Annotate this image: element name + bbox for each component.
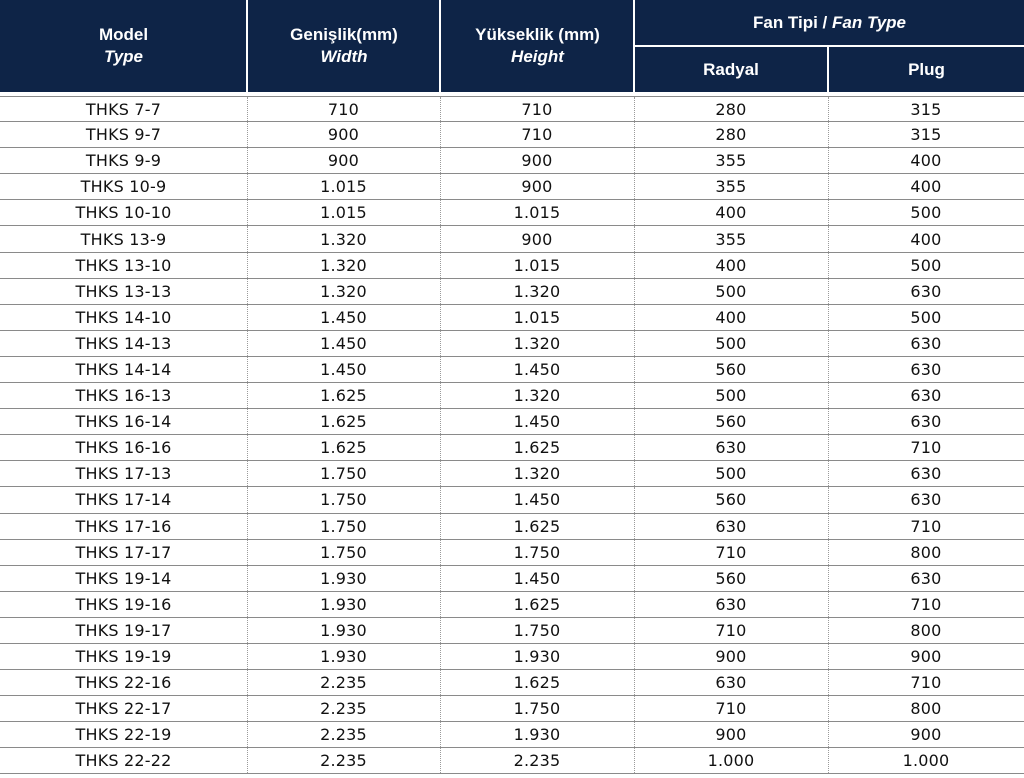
cell-width: 2.235 <box>320 751 367 771</box>
table-row <box>0 722 1024 748</box>
column-separator <box>247 383 248 408</box>
column-separator <box>828 253 829 278</box>
column-separator <box>440 566 441 591</box>
cell-height: 1.450 <box>513 568 561 588</box>
cell-height: 1.015 <box>513 255 561 275</box>
column-separator <box>440 200 441 225</box>
cell-height: 1.625 <box>513 594 561 614</box>
column-separator <box>828 226 829 251</box>
cell-height: 900 <box>521 151 553 171</box>
column-separator <box>634 487 635 512</box>
cell-width: 1.930 <box>320 620 367 640</box>
column-separator <box>828 122 829 147</box>
cell-height: 1.750 <box>513 542 561 562</box>
cell-radial: 280 <box>715 99 747 119</box>
column-separator <box>634 409 635 434</box>
column-separator <box>440 722 441 747</box>
cell-plug: 710 <box>910 673 942 693</box>
table-row <box>0 670 1024 696</box>
column-separator <box>440 461 441 486</box>
cell-plug: 630 <box>910 464 942 484</box>
cell-model: THKS 14-10 <box>75 307 172 327</box>
header-fan-type <box>635 0 1024 46</box>
cell-height: 710 <box>521 125 553 145</box>
table-row <box>0 696 1024 722</box>
cell-model: THKS 19-14 <box>75 568 172 588</box>
cell-width: 1.320 <box>320 229 367 249</box>
header-model-label: Model <box>98 25 149 44</box>
column-separator <box>828 409 829 434</box>
cell-width: 1.750 <box>320 490 367 510</box>
cell-model: THKS 16-13 <box>75 386 172 406</box>
column-separator <box>247 122 248 147</box>
cell-width: 900 <box>327 125 360 145</box>
cell-radial: 630 <box>715 673 747 693</box>
cell-plug: 630 <box>910 281 942 301</box>
column-separator <box>828 592 829 617</box>
column-separator <box>828 148 829 173</box>
column-separator <box>634 696 635 721</box>
cell-model: THKS 22-22 <box>75 751 172 771</box>
cell-model: THKS 16-16 <box>75 438 172 458</box>
header-fan-sub: Fan Type <box>832 13 907 32</box>
column-separator <box>828 566 829 591</box>
cell-radial: 280 <box>715 125 747 145</box>
header-width-label: Genişlik(mm) <box>290 25 398 44</box>
cell-radial: 630 <box>715 594 747 614</box>
column-separator <box>247 331 248 356</box>
column-separator <box>828 748 829 773</box>
cell-plug: 630 <box>910 359 942 379</box>
column-separator <box>440 253 441 278</box>
header-width <box>248 0 440 92</box>
column-separator <box>440 122 441 147</box>
column-separator <box>247 253 248 278</box>
cell-width: 2.235 <box>320 699 367 719</box>
cell-width: 1.320 <box>320 281 367 301</box>
cell-width: 1.930 <box>320 568 367 588</box>
header-radial <box>635 47 827 92</box>
column-separator <box>828 279 829 304</box>
column-separator <box>440 409 441 434</box>
cell-height: 1.750 <box>513 620 561 640</box>
column-separator <box>247 174 248 199</box>
table-row <box>0 226 1024 252</box>
cell-plug: 900 <box>910 647 942 667</box>
column-separator <box>828 644 829 669</box>
column-separator <box>828 305 829 330</box>
cell-model: THKS 14-14 <box>75 359 172 379</box>
column-separator <box>440 644 441 669</box>
cell-radial: 710 <box>715 699 747 719</box>
cell-height: 1.320 <box>513 333 561 353</box>
column-separator <box>247 540 248 565</box>
column-separator <box>828 487 829 512</box>
cell-height: 1.450 <box>513 490 561 510</box>
column-separator <box>247 748 248 773</box>
table-row <box>0 461 1024 487</box>
table-row <box>0 96 1024 122</box>
cell-plug: 630 <box>910 386 942 406</box>
column-separator <box>247 279 248 304</box>
column-separator <box>634 540 635 565</box>
column-separator <box>828 618 829 643</box>
cell-plug: 900 <box>910 725 942 745</box>
cell-model: THKS 13-9 <box>80 229 167 249</box>
cell-plug: 630 <box>910 490 942 510</box>
column-separator <box>828 722 829 747</box>
column-separator <box>440 670 441 695</box>
cell-plug: 1.000 <box>902 751 950 771</box>
column-separator <box>634 435 635 460</box>
cell-radial: 500 <box>715 281 747 301</box>
column-separator <box>247 722 248 747</box>
header-radial-label: Radyal <box>703 59 759 79</box>
cell-plug: 400 <box>910 151 942 171</box>
column-separator <box>440 435 441 460</box>
column-separator <box>440 618 441 643</box>
column-separator <box>247 592 248 617</box>
column-separator <box>634 226 635 251</box>
cell-width: 2.235 <box>320 725 367 745</box>
table-row <box>0 279 1024 305</box>
cell-plug: 500 <box>910 203 942 223</box>
column-separator <box>247 514 248 539</box>
cell-plug: 710 <box>910 438 942 458</box>
cell-height: 1.750 <box>513 699 561 719</box>
cell-plug: 800 <box>910 620 942 640</box>
cell-width: 1.750 <box>320 464 367 484</box>
column-separator <box>634 357 635 382</box>
cell-model: THKS 13-10 <box>75 255 172 275</box>
column-separator <box>440 514 441 539</box>
column-separator <box>247 200 248 225</box>
cell-width: 1.930 <box>320 594 367 614</box>
cell-model: THKS 19-16 <box>75 594 172 614</box>
column-separator <box>634 722 635 747</box>
cell-width: 710 <box>327 99 360 119</box>
cell-height: 1.320 <box>513 281 561 301</box>
cell-radial: 500 <box>715 464 747 484</box>
cell-plug: 400 <box>910 177 942 197</box>
column-separator <box>440 174 441 199</box>
header-fan-label: Fan Tipi / <box>752 13 833 32</box>
column-separator <box>634 592 635 617</box>
cell-plug: 500 <box>910 255 942 275</box>
cell-radial: 1.000 <box>707 751 755 771</box>
column-separator <box>828 696 829 721</box>
cell-radial: 560 <box>715 412 747 432</box>
cell-height: 1.450 <box>513 412 561 432</box>
cell-width: 1.930 <box>320 647 367 667</box>
cell-radial: 710 <box>715 542 747 562</box>
table-row <box>0 748 1024 774</box>
table-row <box>0 514 1024 540</box>
cell-model: THKS 14-13 <box>75 333 172 353</box>
table-row <box>0 122 1024 148</box>
column-separator <box>634 279 635 304</box>
column-separator <box>634 618 635 643</box>
column-separator <box>828 174 829 199</box>
column-separator <box>247 618 248 643</box>
column-separator <box>828 383 829 408</box>
column-separator <box>247 97 248 121</box>
cell-height: 1.625 <box>513 438 561 458</box>
cell-height: 1.625 <box>513 673 561 693</box>
header-height-sub: Height <box>511 47 564 66</box>
column-separator <box>634 514 635 539</box>
table-row <box>0 357 1024 383</box>
column-separator <box>634 174 635 199</box>
column-separator <box>828 514 829 539</box>
table-row <box>0 331 1024 357</box>
cell-plug: 800 <box>910 542 942 562</box>
cell-height: 2.235 <box>513 751 561 771</box>
column-separator <box>828 200 829 225</box>
cell-radial: 560 <box>715 359 747 379</box>
cell-model: THKS 9-7 <box>85 125 162 145</box>
table-row <box>0 644 1024 670</box>
cell-plug: 800 <box>910 699 942 719</box>
cell-model: THKS 22-16 <box>75 673 172 693</box>
cell-width: 1.625 <box>320 412 367 432</box>
cell-height: 1.320 <box>513 464 561 484</box>
column-separator <box>440 748 441 773</box>
cell-radial: 900 <box>715 725 747 745</box>
cell-height: 1.930 <box>513 647 561 667</box>
column-separator <box>247 409 248 434</box>
column-separator <box>634 383 635 408</box>
cell-height: 1.625 <box>513 516 561 536</box>
column-separator <box>634 331 635 356</box>
cell-width: 1.450 <box>320 333 367 353</box>
cell-height: 1.015 <box>513 203 561 223</box>
cell-plug: 630 <box>910 333 942 353</box>
column-separator <box>247 644 248 669</box>
column-separator <box>634 253 635 278</box>
cell-radial: 630 <box>715 438 747 458</box>
cell-radial: 500 <box>715 333 747 353</box>
table-row <box>0 200 1024 226</box>
cell-plug: 400 <box>910 229 942 249</box>
cell-width: 1.015 <box>320 177 367 197</box>
cell-plug: 710 <box>910 594 942 614</box>
cell-width: 2.235 <box>320 673 367 693</box>
cell-plug: 710 <box>910 516 942 536</box>
column-separator <box>828 461 829 486</box>
header-height <box>441 0 634 92</box>
cell-radial: 355 <box>715 151 747 171</box>
column-separator <box>440 383 441 408</box>
column-separator <box>440 331 441 356</box>
column-separator <box>440 487 441 512</box>
cell-height: 900 <box>521 229 553 249</box>
cell-model: THKS 9-9 <box>85 151 162 171</box>
column-separator <box>828 540 829 565</box>
column-separator <box>247 670 248 695</box>
column-separator <box>634 748 635 773</box>
column-separator <box>634 461 635 486</box>
cell-model: THKS 17-16 <box>75 516 172 536</box>
cell-radial: 560 <box>715 490 747 510</box>
cell-width: 1.750 <box>320 542 367 562</box>
cell-width: 1.450 <box>320 307 367 327</box>
cell-model: THKS 7-7 <box>85 99 162 119</box>
header-plug-label: Plug <box>908 59 945 79</box>
table-row <box>0 253 1024 279</box>
column-separator <box>440 226 441 251</box>
cell-plug: 315 <box>910 99 942 119</box>
table-row <box>0 409 1024 435</box>
column-separator <box>247 461 248 486</box>
cell-width: 1.450 <box>320 359 367 379</box>
cell-radial: 355 <box>715 177 747 197</box>
column-separator <box>440 148 441 173</box>
table-row <box>0 592 1024 618</box>
cell-height: 1.015 <box>513 307 561 327</box>
cell-model: THKS 17-14 <box>75 490 172 510</box>
cell-radial: 630 <box>715 516 747 536</box>
column-separator <box>247 696 248 721</box>
cell-model: THKS 17-13 <box>75 464 172 484</box>
column-separator <box>440 540 441 565</box>
header-model-sub: Type <box>103 47 144 66</box>
cell-model: THKS 10-10 <box>75 203 172 223</box>
table-row <box>0 566 1024 592</box>
cell-plug: 630 <box>910 568 942 588</box>
cell-model: THKS 17-17 <box>75 542 172 562</box>
header-plug <box>829 47 1024 92</box>
column-separator <box>440 97 441 121</box>
table-row <box>0 174 1024 200</box>
header-width-sub: Width <box>320 47 368 66</box>
column-separator <box>828 435 829 460</box>
table-row <box>0 383 1024 409</box>
cell-height: 710 <box>521 99 553 119</box>
column-separator <box>828 357 829 382</box>
column-separator <box>440 305 441 330</box>
cell-radial: 710 <box>715 620 747 640</box>
cell-width: 1.625 <box>320 386 367 406</box>
column-separator <box>634 305 635 330</box>
cell-width: 900 <box>327 151 360 171</box>
cell-model: THKS 19-19 <box>75 647 172 667</box>
cell-radial: 400 <box>715 307 747 327</box>
table-row <box>0 618 1024 644</box>
cell-radial: 500 <box>715 386 747 406</box>
cell-height: 900 <box>521 177 553 197</box>
cell-height: 1.450 <box>513 359 561 379</box>
cell-radial: 400 <box>715 255 747 275</box>
table-header <box>0 0 1024 92</box>
cell-height: 1.930 <box>513 725 561 745</box>
cell-radial: 400 <box>715 203 747 223</box>
column-separator <box>828 331 829 356</box>
column-separator <box>634 122 635 147</box>
header-height-label: Yükseklik (mm) <box>475 25 600 44</box>
column-separator <box>247 357 248 382</box>
cell-width: 1.015 <box>320 203 367 223</box>
column-separator <box>247 226 248 251</box>
column-separator <box>828 670 829 695</box>
cell-model: THKS 22-19 <box>75 725 172 745</box>
cell-width: 1.625 <box>320 438 367 458</box>
cell-plug: 630 <box>910 412 942 432</box>
cell-radial: 355 <box>715 229 747 249</box>
column-separator <box>634 97 635 121</box>
column-separator <box>247 435 248 460</box>
column-separator <box>247 148 248 173</box>
column-separator <box>440 279 441 304</box>
column-separator <box>634 670 635 695</box>
column-separator <box>634 644 635 669</box>
cell-width: 1.320 <box>320 255 367 275</box>
cell-radial: 900 <box>715 647 747 667</box>
column-separator <box>828 97 829 121</box>
cell-model: THKS 10-9 <box>80 177 167 197</box>
column-separator <box>440 696 441 721</box>
column-separator <box>634 566 635 591</box>
table-row <box>0 305 1024 331</box>
header-model <box>0 0 247 92</box>
data-table <box>0 96 1024 774</box>
column-separator <box>247 305 248 330</box>
table-row <box>0 540 1024 566</box>
column-separator <box>247 566 248 591</box>
table-row <box>0 148 1024 174</box>
cell-plug: 500 <box>910 307 942 327</box>
table-row <box>0 435 1024 461</box>
column-separator <box>247 487 248 512</box>
cell-width: 1.750 <box>320 516 367 536</box>
cell-radial: 560 <box>715 568 747 588</box>
cell-model: THKS 22-17 <box>75 699 172 719</box>
column-separator <box>440 357 441 382</box>
column-separator <box>634 148 635 173</box>
column-separator <box>634 200 635 225</box>
cell-plug: 315 <box>910 125 942 145</box>
cell-model: THKS 19-17 <box>75 620 172 640</box>
cell-height: 1.320 <box>513 386 561 406</box>
table-row <box>0 487 1024 513</box>
cell-model: THKS 16-14 <box>75 412 172 432</box>
column-separator <box>440 592 441 617</box>
cell-model: THKS 13-13 <box>75 281 172 301</box>
